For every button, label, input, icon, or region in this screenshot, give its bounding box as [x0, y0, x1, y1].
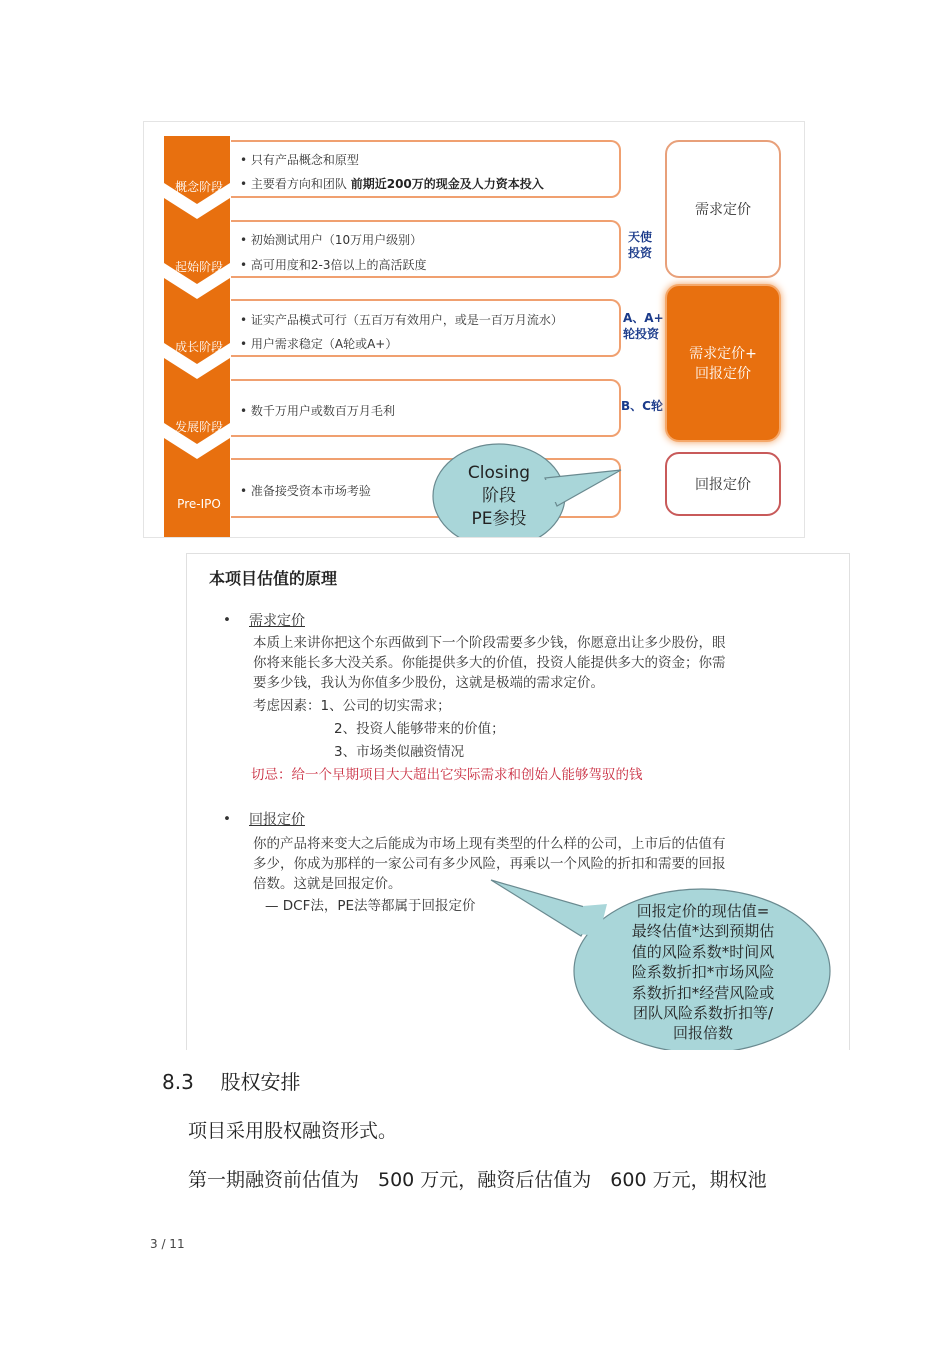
demand-line-2: 你将来能长多大没关系。你能提供多大的价值，投资人能提供多大的资金；你需: [253, 655, 726, 671]
closing-callout-line-2: 阶段: [482, 486, 516, 506]
bullet-return: •: [223, 811, 231, 827]
formula-line-3: 值的风险系数*时间风: [631, 942, 775, 961]
stage-label-5: Pre-IPO: [177, 497, 221, 511]
investment-label-a-round-1: A、A+: [623, 311, 664, 325]
return-line-3: 倍数。这就是回报定价。: [253, 876, 402, 892]
stage-label-2: 起始阶段: [174, 260, 223, 274]
formula-line-2: 最终估值*达到预期估: [631, 922, 775, 941]
return-heading: 回报定价: [249, 812, 305, 828]
stage-4-line-1: • 数千万用户或数百万月毛利: [240, 404, 395, 418]
page-number: 3 / 11: [150, 1237, 185, 1251]
paragraph-2: 第一期融资前估值为 500 万元，融资后估值为 600 万元，期权池: [188, 1169, 767, 1191]
bullet-demand: •: [223, 612, 231, 628]
stage-1-bold-text: 前期近200万的现金及人力资本投入: [350, 177, 544, 191]
closing-callout-text: [444, 462, 554, 531]
investment-label-bc-round: [621, 398, 663, 414]
return-line-2: 多少，你成为那样的一家公司有多少风险，再乘以一个风险的折扣和需要的回报: [253, 856, 726, 872]
stage-diagram: [143, 121, 805, 538]
demand-line-1: 本质上来讲你把这个东西做到下一个阶段需要多少钱，你愿意出让多少股份，眼: [253, 635, 726, 651]
demand-warning: 切忌：给一个早期项目大大超出它实际需求和创始人能够驾驭的钱: [251, 767, 643, 783]
formula-line-7: 回报倍数: [672, 1024, 733, 1043]
paragraph-1: 项目采用股权融资形式。: [188, 1120, 398, 1142]
investment-label-angel-2: 投资: [628, 246, 653, 260]
stage-label-3: 成长阶段: [174, 340, 223, 354]
formula-line-6: 团队风险系数折扣等/: [632, 1004, 774, 1023]
pricing-box-demand-return-line-1: 需求定价+: [689, 346, 757, 362]
stage-label-4: 发展阶段: [174, 420, 223, 434]
formula-line-4: 险系数折扣*市场风险: [631, 963, 775, 982]
valuation-principle-panel: [186, 553, 850, 1050]
stage-5-line-1: • 准备接受资本市场考验: [240, 484, 371, 498]
stage-1-line-2: [240, 175, 544, 192]
pricing-box-return: [665, 452, 781, 516]
return-note: — DCF法，PE法等都属于回报定价: [265, 898, 476, 914]
investment-label-a-round: [623, 310, 664, 342]
investment-label-angel: [628, 229, 652, 261]
formula-line-5: 系数折扣*经营风险或: [631, 983, 775, 1002]
pricing-box-demand-return: [665, 284, 781, 442]
demand-heading: 需求定价: [249, 613, 305, 629]
demand-line-3: 要多少钱，我认为你值多少股份，这就是极端的需求定价。: [253, 675, 604, 691]
section-title: 股权安排: [220, 1070, 301, 1094]
stage-2-line-1: • 初始测试用户（10万用户级别）: [240, 233, 423, 247]
closing-callout-line-3: PE参投: [471, 509, 527, 529]
stage-3-line-1: • 证实产品模式可行（五百万有效用户，或是一百万月流水）: [240, 313, 563, 327]
panel-title: 本项目估值的原理: [209, 569, 338, 588]
pricing-box-demand-label: 需求定价: [695, 202, 751, 218]
investment-label-bc-round-1: B、C轮: [621, 399, 663, 413]
demand-factors: 考虑因素：1、公司的切实需求；: [253, 698, 451, 714]
stage-label-1: 概念阶段: [174, 180, 223, 194]
pricing-box-return-label: 回报定价: [695, 477, 751, 493]
investment-label-a-round-2: 轮投资: [623, 327, 660, 341]
formula-text: [605, 901, 801, 1044]
stage-1-line-2-text: • 主要看方向和团队: [240, 177, 347, 191]
closing-callout-line-1: Closing: [467, 463, 531, 483]
stage-2-line-2: • 高可用度和2-3倍以上的高活跃度: [240, 258, 427, 272]
chevron-stage-5: [164, 438, 230, 538]
investment-label-angel-1: 天使: [628, 230, 653, 244]
pricing-box-demand: [665, 140, 781, 278]
section-number: 8.3: [162, 1070, 194, 1094]
stage-3-line-2: • 用户需求稳定（A轮或A+）: [240, 337, 398, 351]
return-line-1: 你的产品将来变大之后能成为市场上现有类型的什么样的公司，上市后的估值有: [253, 836, 726, 852]
formula-line-1: 回报定价的现估值=: [636, 902, 770, 920]
stage-1-line-1: • 只有产品概念和原型: [240, 153, 359, 167]
pricing-box-demand-return-line-2: 回报定价: [694, 366, 751, 382]
pricing-box-demand-return-label: [689, 343, 757, 383]
demand-factor-3: 3、市场类似融资情况: [334, 744, 465, 760]
section-heading: [162, 1066, 301, 1095]
demand-factor-2: 2、投资人能够带来的价值；: [334, 721, 505, 737]
